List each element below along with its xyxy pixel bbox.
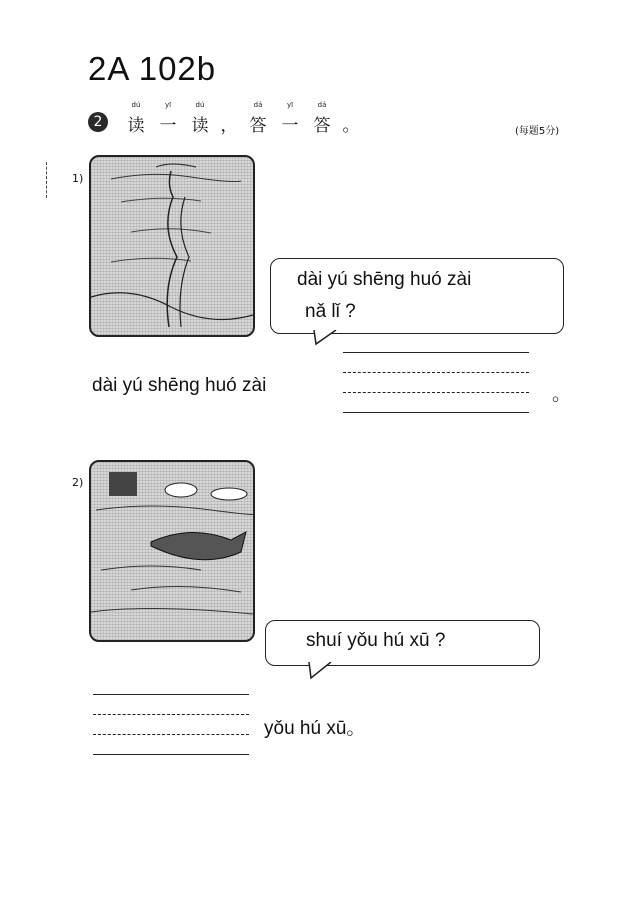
question-bubble	[265, 620, 540, 666]
instruction-char: dú 读	[127, 101, 145, 136]
bubble-tail	[305, 662, 335, 680]
answer-guide-line	[343, 372, 529, 373]
score-note: (每题5分)	[515, 126, 560, 137]
instruction-char: dá 答	[249, 101, 267, 136]
bubble-tail	[310, 330, 340, 346]
answer-line[interactable]	[343, 412, 529, 413]
answer-guide-line	[93, 734, 249, 735]
instruction-char: dá 答	[313, 101, 331, 136]
question-text-line2: nǎ lǐ ?	[305, 301, 356, 322]
question-number: 2)	[72, 476, 84, 489]
worksheet-title: 2A 102b	[88, 50, 217, 87]
section-number-badge: 2	[88, 112, 108, 132]
answer-end-punct: 。	[552, 384, 572, 405]
question-number: 1)	[72, 172, 84, 185]
instruction-char: dú 读	[191, 101, 209, 136]
instruction-punct: 。	[342, 116, 360, 136]
question-text-line1: dài yú shēng huó zài	[297, 269, 472, 290]
answer-line[interactable]	[93, 754, 249, 755]
seaweed-picture	[89, 155, 255, 337]
answer-line[interactable]	[343, 352, 529, 353]
catfish-drawing	[91, 462, 253, 640]
answer-prefix: dài yú shēng huó zài	[92, 375, 267, 396]
instruction-punct: ，	[220, 116, 238, 136]
question-bubble	[270, 258, 564, 334]
answer-line[interactable]	[93, 694, 249, 695]
answer-suffix: yǒu hú xū。	[264, 718, 366, 739]
margin-mark	[46, 162, 48, 198]
answer-guide-line	[343, 392, 529, 393]
instruction-line	[122, 101, 362, 136]
catfish-picture	[89, 460, 255, 642]
seaweed-drawing	[91, 157, 253, 335]
instruction-char: yī 一	[281, 101, 299, 136]
question-text-line1: shuí yǒu hú xū ?	[306, 630, 446, 651]
answer-guide-line	[93, 714, 249, 715]
instruction-char: yī 一	[159, 101, 177, 136]
